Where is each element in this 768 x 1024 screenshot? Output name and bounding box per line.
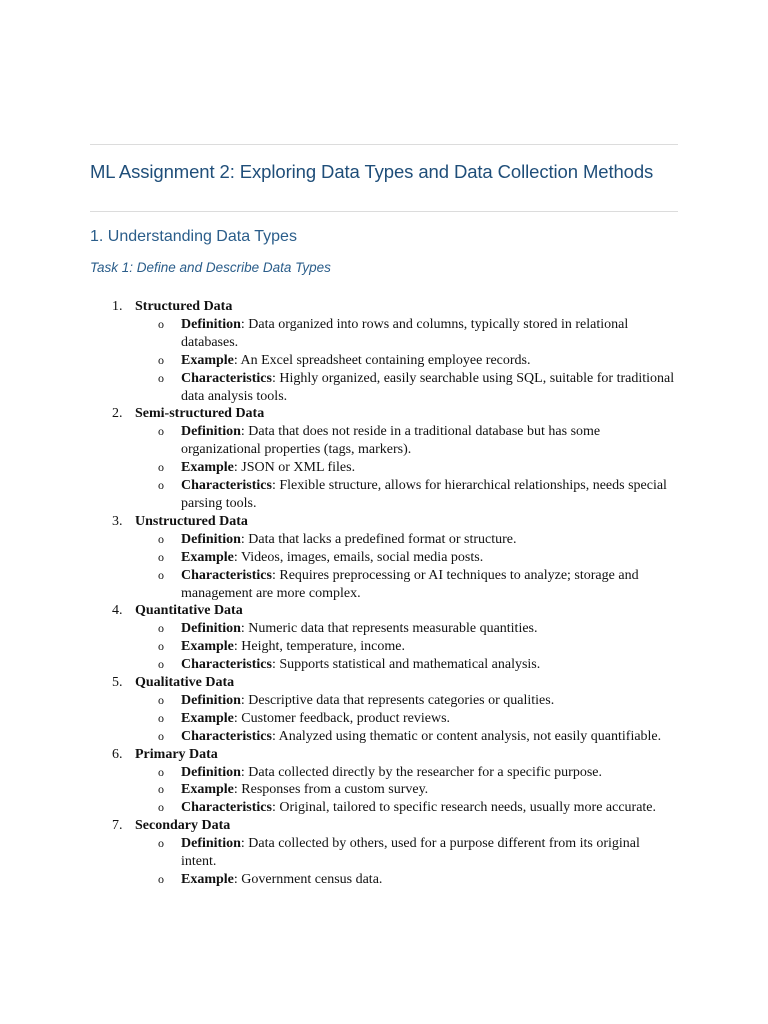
hollow-bullet-icon: o — [158, 531, 164, 546]
point-label: Example — [181, 872, 234, 887]
sub-list-item — [135, 728, 678, 746]
list-item-number: 4. — [112, 603, 123, 619]
hollow-bullet-icon: o — [158, 478, 164, 493]
point-text: : Supports statistical and mathematical analysis. — [271, 657, 541, 673]
sub-list-item — [135, 316, 678, 352]
document-title: ML Assignment 2: Exploring Data Types and Data Collection Methods — [90, 161, 654, 182]
point-text: : Videos, images, emails, social media posts. — [233, 549, 484, 565]
sub-list-item — [135, 620, 678, 638]
list-item-title: Qualitative Data — [135, 675, 235, 691]
point-text: : Customer feedback, product reviews. — [233, 710, 451, 726]
point-label: Characteristics — [181, 478, 272, 494]
sub-list — [135, 835, 678, 889]
point-text: : Numeric data that represents measurable quantities. — [240, 621, 538, 637]
point-label: Example — [181, 710, 234, 726]
point-label: Definition — [181, 836, 241, 852]
list-item-number: 3. — [112, 513, 123, 529]
data-types-list — [90, 298, 678, 889]
point-text: : Data collected directly by the researcher for a specific purpose. — [240, 764, 602, 780]
sub-list-item — [135, 370, 678, 406]
sub-list-item — [135, 871, 678, 889]
sub-list-item — [135, 692, 678, 710]
list-item-number: 7. — [112, 818, 123, 834]
hollow-bullet-icon: o — [158, 692, 164, 707]
point-text: : Flexible structure, allows for hierarchical relationships, needs special parsing tools. — [181, 478, 667, 511]
point-text: : Responses from a custom survey. — [233, 782, 429, 798]
sub-list-item — [135, 799, 678, 817]
hollow-bullet-icon: o — [158, 424, 164, 439]
point-text: : Height, temperature, income. — [233, 639, 405, 655]
list-item — [90, 746, 678, 818]
point-text: : Descriptive data that represents categories or qualities. — [240, 692, 555, 708]
list-item — [90, 602, 678, 674]
point-text: : JSON or XML files. — [233, 460, 356, 476]
sub-list-item — [135, 638, 678, 656]
point-text: : Data organized into rows and columns, typically stored in relational databases. — [181, 316, 629, 350]
sub-list-item — [135, 781, 678, 799]
hollow-bullet-icon: o — [158, 710, 164, 725]
sub-list-item — [135, 710, 678, 728]
point-text: : Data that does not reside in a traditional database but has some organizational properties (tags, markers). — [181, 424, 601, 458]
point-text: : Government census data. — [233, 872, 383, 887]
hollow-bullet-icon: o — [158, 728, 164, 743]
point-label: Characteristics — [181, 800, 272, 816]
point-label: Example — [181, 352, 234, 368]
point-text: : Highly organized, easily searchable using SQL, suitable for traditional data analysis tools. — [181, 370, 675, 404]
list-item — [90, 298, 678, 405]
point-label: Example — [181, 782, 234, 798]
sub-list — [135, 531, 678, 603]
section-heading: 1. Understanding Data Types — [90, 228, 297, 245]
hollow-bullet-icon: o — [158, 800, 164, 815]
list-item-title: Quantitative Data — [135, 603, 243, 619]
point-label: Definition — [181, 621, 241, 637]
list-item — [90, 405, 678, 512]
list-item-title: Primary Data — [135, 746, 218, 762]
sub-list-item — [135, 656, 678, 674]
point-label: Characteristics — [181, 370, 272, 386]
hollow-bullet-icon: o — [158, 316, 164, 331]
point-text: : An Excel spreadsheet containing employee records. — [233, 352, 531, 368]
hollow-bullet-icon: o — [158, 657, 164, 672]
hollow-bullet-icon: o — [158, 567, 164, 582]
point-label: Definition — [181, 424, 241, 440]
sub-list-item — [135, 531, 678, 549]
sub-list-item — [135, 549, 678, 567]
top-divider — [90, 144, 678, 145]
sub-list — [135, 620, 678, 674]
sub-list-item — [135, 423, 678, 459]
point-label: Example — [181, 460, 234, 476]
sub-list — [135, 764, 678, 818]
sub-list-item — [135, 567, 678, 603]
point-text: : Original, tailored to specific research needs, usually more accurate. — [271, 800, 657, 816]
sub-list-item — [135, 459, 678, 477]
task-heading: Task 1: Define and Describe Data Types — [90, 260, 331, 275]
list-item-title: Semi-structured Data — [135, 406, 265, 422]
list-item-number: 6. — [112, 746, 123, 762]
point-text: : Analyzed using thematic or content analysis, not easily quantifiable. — [271, 728, 662, 744]
sub-list — [135, 423, 678, 513]
point-label: Definition — [181, 316, 241, 332]
point-text: : Data collected by others, used for a purpose different from its original intent. — [181, 836, 640, 870]
hollow-bullet-icon: o — [158, 621, 164, 636]
point-label: Example — [181, 549, 234, 565]
sub-list — [135, 316, 678, 406]
list-item-number: 5. — [112, 675, 123, 691]
hollow-bullet-icon: o — [158, 836, 164, 851]
point-text: : Requires preprocessing or AI techniques to analyze; storage and management are more complex. — [181, 567, 639, 601]
list-item-title: Unstructured Data — [135, 513, 248, 529]
list-item-title: Secondary Data — [135, 818, 231, 834]
hollow-bullet-icon: o — [158, 370, 164, 385]
hollow-bullet-icon: o — [158, 764, 164, 779]
hollow-bullet-icon: o — [158, 549, 164, 564]
point-label: Characteristics — [181, 657, 272, 673]
hollow-bullet-icon: o — [158, 872, 164, 886]
list-item — [90, 817, 678, 889]
sub-list-item — [135, 477, 678, 513]
hollow-bullet-icon: o — [158, 782, 164, 797]
list-item-number: 2. — [112, 406, 123, 422]
point-label: Definition — [181, 692, 241, 708]
title-divider — [90, 211, 678, 212]
list-item — [90, 513, 678, 603]
point-label: Example — [181, 639, 234, 655]
sub-list-item — [135, 764, 678, 782]
point-label: Definition — [181, 764, 241, 780]
sub-list-item — [135, 352, 678, 370]
sub-list-item — [135, 835, 678, 871]
point-text: : Data that lacks a predefined format or structure. — [240, 531, 517, 547]
hollow-bullet-icon: o — [158, 639, 164, 654]
list-item — [90, 674, 678, 746]
point-label: Characteristics — [181, 567, 272, 583]
sub-list — [135, 692, 678, 746]
point-label: Characteristics — [181, 728, 272, 744]
list-item-number: 1. — [112, 299, 123, 314]
hollow-bullet-icon: o — [158, 460, 164, 475]
point-label: Definition — [181, 531, 241, 547]
hollow-bullet-icon: o — [158, 352, 164, 367]
list-item-title: Structured Data — [135, 299, 233, 314]
